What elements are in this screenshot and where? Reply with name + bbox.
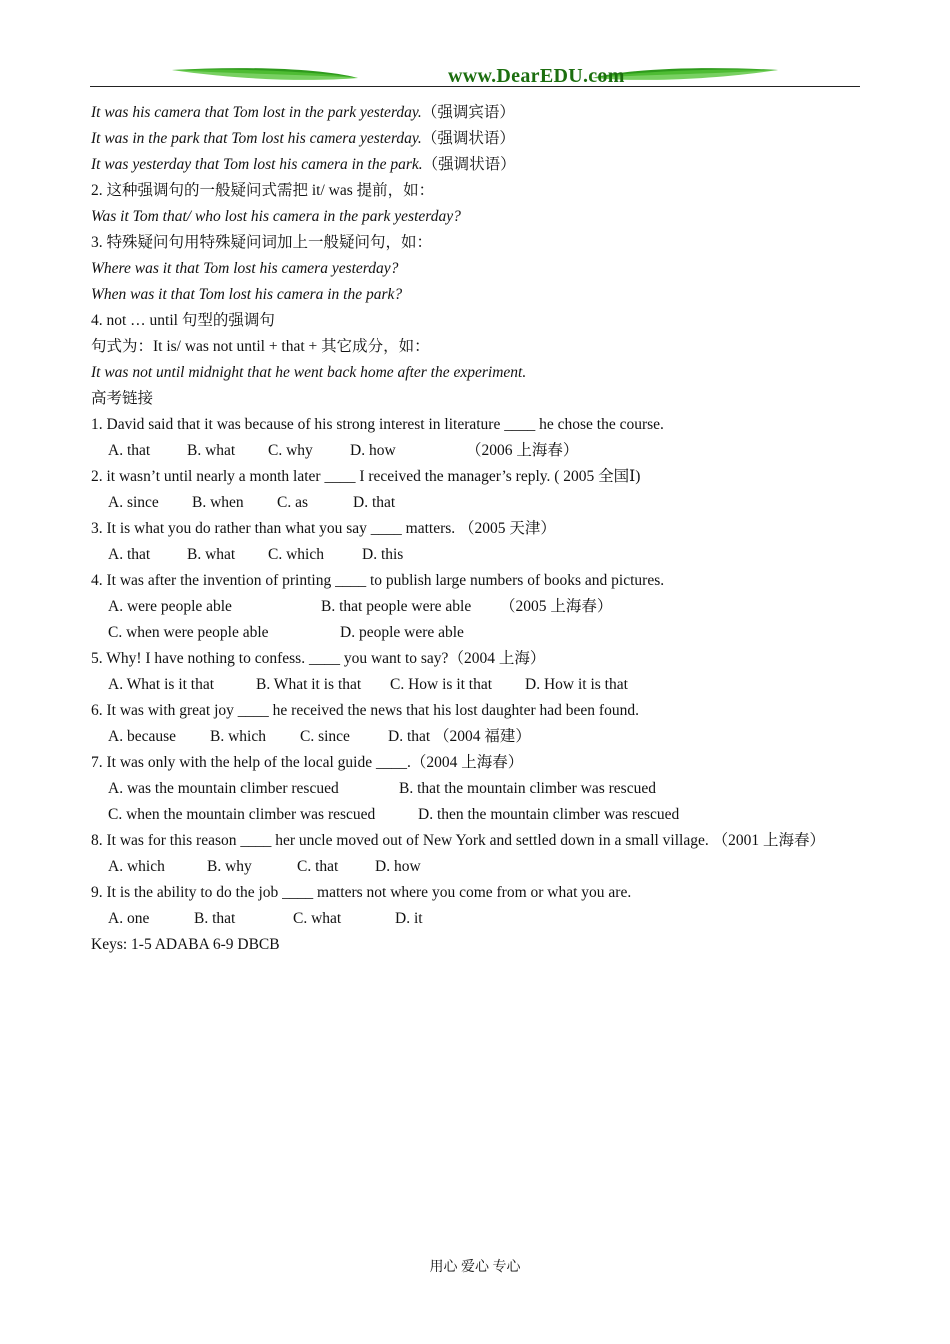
answer-option: C. as: [277, 494, 308, 511]
answer-options-row: [91, 776, 861, 802]
answer-options-row: [91, 854, 861, 880]
answer-options-row: [91, 906, 861, 932]
line-text: Where was it that Tom lost his camera yesterday?: [91, 260, 399, 277]
text-line: [91, 932, 861, 958]
line-text: Was it Tom that/ who lost his camera in the park yesterday?: [91, 208, 461, 225]
answer-option: B. that people were able: [321, 598, 472, 615]
answer-options-row: [91, 620, 861, 646]
text-line: [91, 750, 861, 776]
answer-option: D. that: [353, 494, 396, 511]
header-divider: [90, 86, 860, 87]
answer-option: B. that the mountain climber was rescued: [399, 780, 656, 797]
answer-option: B. why: [207, 858, 252, 875]
answer-option: A. which: [108, 858, 165, 875]
answer-option: A. one: [108, 910, 150, 927]
answer-option: C. why: [268, 442, 313, 459]
line-text: 句式为：It is/ was not until + that + 其它成分，如：: [91, 338, 430, 355]
line-text: 8. It was for this reason ____ her uncle moved out of New York and settled down in a small village. （2001 上海春）: [91, 832, 825, 849]
text-line: [91, 308, 861, 334]
answer-option: B. what: [187, 546, 236, 563]
answer-option: C. since: [300, 728, 350, 745]
line-text: 4. It was after the invention of printing ____ to publish large numbers of books and pictures.: [91, 572, 665, 589]
answer-option: C. when the mountain climber was rescued: [108, 806, 376, 823]
answer-option: D. that （2004 福建）: [388, 728, 531, 745]
answer-option: D. How it is that: [525, 676, 628, 693]
answer-option: B. when: [192, 494, 244, 511]
answer-option: B. What it is that: [256, 676, 362, 693]
text-line: [91, 360, 861, 386]
line-text: It was yesterday that Tom lost his camera in the park.: [91, 156, 423, 173]
answer-options-row: [91, 438, 861, 464]
line-note: （强调状语）: [421, 130, 515, 147]
answer-option: （2005 上海春）: [500, 598, 613, 615]
text-line: [91, 516, 861, 542]
site-logo-text: www.DearEDU.com: [448, 65, 625, 87]
line-text: It was not until midnight that he went back home after the experiment.: [91, 364, 527, 381]
answer-option: A. was the mountain climber rescued: [108, 780, 339, 797]
line-text: 3. It is what you do rather than what you say ____ matters. （2005 天津）: [91, 520, 556, 537]
text-line: [91, 464, 861, 490]
text-line: [91, 178, 861, 204]
line-text: 2. it wasn’t until nearly a month later ____ I received the manager’s reply. ( 2005 全国Ⅰ): [91, 468, 641, 485]
example-sentence: [91, 126, 861, 152]
answer-option: D. people were able: [340, 624, 464, 641]
answer-options-row: [91, 724, 861, 750]
answer-option: C. How is it that: [390, 676, 493, 693]
answer-option: A. because: [108, 728, 176, 745]
answer-option: D. how: [375, 858, 421, 875]
line-text: 3. 特殊疑问句用特殊疑问词加上一般疑问句，如：: [91, 234, 433, 251]
line-text: 1. David said that it was because of his strong interest in literature ____ he chose the course.: [91, 416, 664, 433]
answer-option: B. that: [194, 910, 236, 927]
text-line: [91, 698, 861, 724]
answer-option: D. it: [395, 910, 423, 927]
line-note: （强调状语）: [422, 156, 516, 173]
line-text: Keys: 1-5 ADABA 6-9 DBCB: [91, 936, 280, 953]
answer-options-row: [91, 672, 861, 698]
line-text: 2. 这种强调句的一般疑问式需把 it/ was 提前，如：: [91, 182, 435, 199]
line-text: 高考链接: [91, 390, 154, 407]
answer-option: A. since: [108, 494, 159, 511]
answer-option: B. which: [210, 728, 266, 745]
answer-option: B. what: [187, 442, 236, 459]
answer-options-row: [91, 542, 861, 568]
text-line: [91, 568, 861, 594]
example-sentence: [91, 152, 861, 178]
answer-option: D. this: [362, 546, 404, 563]
answer-option: A. that: [108, 442, 151, 459]
document-body: [91, 100, 861, 958]
answer-options-row: [91, 490, 861, 516]
answer-options-row: [91, 594, 861, 620]
answer-option: （2006 上海春）: [466, 442, 579, 459]
line-text: It was his camera that Tom lost in the park yesterday.: [91, 104, 422, 121]
page-footer: 用心 爱心 专心: [429, 1260, 521, 1275]
answer-option: C. that: [297, 858, 339, 875]
answer-option: C. when were people able: [108, 624, 269, 641]
text-line: [91, 828, 861, 854]
text-line: [91, 646, 861, 672]
text-line: [91, 880, 861, 906]
line-text: 9. It is the ability to do the job ____ matters not where you come from or what you are.: [91, 884, 632, 901]
text-line: [91, 204, 861, 230]
line-text: 4. not … until 句型的强调句: [91, 312, 275, 329]
line-text: 5. Why! I have nothing to confess. ____ you want to say?（2004 上海）: [91, 650, 546, 667]
line-text: 6. It was with great joy ____ he received the news that his lost daughter had been found.: [91, 702, 639, 719]
line-text: When was it that Tom lost his camera in the park?: [91, 286, 403, 303]
text-line: [91, 412, 861, 438]
answer-options-row: [91, 802, 861, 828]
text-line: [91, 334, 861, 360]
text-line: [91, 256, 861, 282]
text-line: [91, 230, 861, 256]
line-text: It was in the park that Tom lost his camera yesterday.: [91, 130, 422, 147]
answer-option: C. what: [293, 910, 342, 927]
line-text: 7. It was only with the help of the local guide ____.（2004 上海春）: [91, 754, 524, 771]
answer-option: D. how: [350, 442, 396, 459]
answer-option: A. that: [108, 546, 151, 563]
answer-option: A. were people able: [108, 598, 232, 615]
answer-option: A. What is it that: [108, 676, 215, 693]
answer-option: D. then the mountain climber was rescued: [418, 806, 680, 823]
line-note: （强调宾语）: [421, 104, 515, 121]
example-sentence: [91, 100, 861, 126]
answer-option: C. which: [268, 546, 324, 563]
text-line: [91, 386, 861, 412]
text-line: [91, 282, 861, 308]
